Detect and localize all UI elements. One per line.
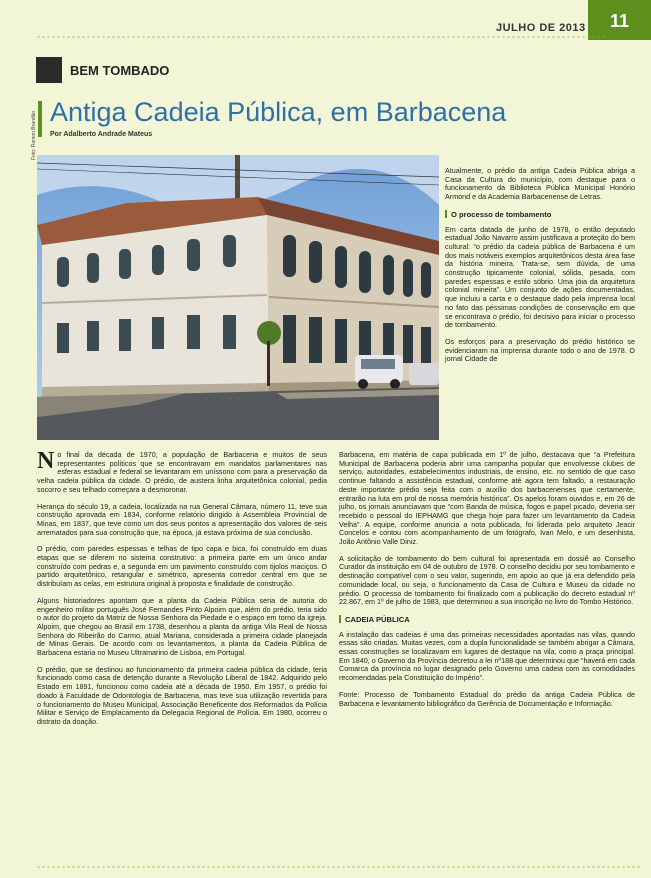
paragraph: Alguns historiadores apontam que a planta da Cadeia Pública seria de autoria do engenheiro militar português José Fernandes Pinto Alpoim que, além do prédio, teria sido o autor do projeto da Matriz de Nossa Senhora da Piedade e o espaço em torno da igreja. Alpoim, que chegou ao Brasil em 1738, desenhou a planta da antiga Vila Real de Nossa Senhora do Ribeirão do Carmo, atual Mariana, considerada a primeira cidade planejada de Minas Gerais. De acordo com os levantamentos, a planta da Cadeia Pública de Barbacena estaria no Museu Ultramarino de Lisboa, em Portugal. [37,595,327,658]
paragraph: O prédio, com paredes espessas e telhas de tipo capa e bica, foi construído em duas etapas que se diferem no sistema construtivo: a primeira parte em um único andar construído com pedras e, a segunda em um pavimento construído com tijolos maciços. O partido arquitetônico, retangular e simétrico, apresenta corredor central em que se distribuíam as celas, em estrutura original à proposta e finalidade de construção. [37,544,327,589]
page-number: 11 [588,0,651,40]
section-marker [36,57,62,83]
source-note: Fonte: Processo de Tombamento Estadual do prédio da antiga Cadeia Pública de Barbacena e levantamento bibliográfico da Gerência de Documentação e Informação. [339,689,635,708]
lead-text: o final da década de 1970, a população de Barbacena e muitos de seus representantes políticos que se encontravam em mandatos parlamentares nas esferas estadual e federal se levantaram em uníssono com para a preservação da velha cadeia pública da cidade. O prédio, de austera linha arquitetônica colonial, pedia socorro e seu telhado começara a desmoronar. [37,450,327,494]
issue-date: JULHO DE 2013 [496,22,586,34]
left-column [37,448,327,735]
section-label [36,57,169,83]
title-accent-bar [38,101,42,137]
subhead-bar [339,615,341,623]
subhead-cadeia [339,615,635,625]
drop-cap: N [37,448,55,474]
lead-paragraph [37,448,327,495]
subhead-bar [445,210,447,218]
right-column-top [445,167,635,364]
subhead-label: O processo de tombamento [451,209,552,219]
footer-dotted-rule [36,866,641,868]
section-title: BEM TOMBADO [70,62,170,78]
right-column-bottom [339,451,635,716]
subhead-label: CADEIA PÚBLICA [345,614,410,624]
building-photo [37,155,439,440]
header-dotted-rule [36,36,607,38]
article-title: Antiga Cadeia Pública, em Barbacena [50,97,507,127]
paragraph: O prédio, que se destinou ao funcionamento da primeira cadeia pública da cidade, teria funcionado como casa de detenção durante a Revolução Liberal de 1842. Adquirido pelo Estado em 1891, funcionou como cadeia até a década de 1950. Em 1957, o prédio foi doado à Faculdade de Odontologia de Barbacena, mas teve sua utilização revertida para o funcionamento do Museu Municipal, Associação Beneficente dos Reformados da Polícia Militar e Serviço de Emplacamento da Delegacia Regional de Polícia. Em 1980, ocorreu o distrato da doação. [37,664,327,726]
photo-credit: Foto: Ramon Brandão [31,110,37,160]
article-byline: Por Adalberto Andrade Mateus [50,131,153,138]
paragraph: Barbacena, em matéria de capa publicada em 1º de julho, destacava que “a Prefeitura Municipal de Barbacena poderia abrir uma campanha popular que envolvesse clubes de serviço, autoridades, estabelecimentos industriais, de ensino, etc. no sentido de que caso continue faltando a assistência estadual, conforme até agora tem faltado, a restauração deste importante prédio seja feita com o auxílio dos barbacenenses que certamente, entrarão na luta em prol de nossa memória histórica”. Os apelos foram ouvidos e, em 26 de julho, os jornais anunciavam que “com Banda de música, fogos e papel picado, deveria ser recebido o pessoal do IEPHAMG que chega hoje para fazer um levantamento da Cadeia Velha”. A equipe, conforme anuncia a nota publicada, foi liderada pelo arquiteto Jeacir Concelos e contou com acompanhamento de um fotógrafo, Ivan Melo, e um desenhista, João Antônio Valle Diniz. [339,450,635,547]
paragraph: Atualmente, o prédio da antiga Cadeia Pública abriga a Casa da Cultura do município, com destaque para o funcionamento da Biblioteca Pública Municipal Honório Armond e da Academia Barbacenense de Letras. [445,166,635,202]
paragraph: A instalação das cadeias é uma das primeiras necessidades apontadas nas vilas, quando essas são criadas. Muitas vezes, com a dupla funcionalidade se também abrigar a Câmara, essas construções se localizavam em lugares de destaque na vila, como a praça principal. Em 1840, o Governo da Província decretou a lei nº188 que determinou que “haverá em cada Comarca da província no lugar designado pelo Governo uma cadeia com as comodidades recomendadas pela Constituição do Império”. [339,629,635,683]
subhead-tombamento [445,210,635,220]
paragraph: Os esforços para a preservação do prédio histórico se evidenciaram na imprensa durante todo o ano de 1978. O jornal Cidade de [445,336,635,364]
paragraph: Em carta datada de junho de 1978, o então deputado estadual João Navarro assim justificava a proteção do bem cultural: “o prédio da cadeia pública de Barbacena é um dos mais notáveis exemplos arquitetônicos desta área fase da história mineira. Trata-se, sem dúvida, de uma construção tipicamente colonial, sólida, pesada, com paredes espessas e estilo sóbrio. Uma jóia da arquitetura colonial mineira”. Um conjunto de ações documentadas, que incluiu a carta e o destaque dado pela imprensa local no fato das péssimas condições de conservação em que se encontrava o prédio, foi decisivo para iniciar o processo de tombamento. [445,224,635,330]
paragraph: A solicitação de tombamento do bem cultural foi apresentada em dossiê ao Conselho Curador da instituição em 04 de outubro de 1978. O conselho decidiu por seu tombamento e destinação compatível com o seu valor, sugerindo, em apoio ao que já era defendido pela comunidade local, ou seja, o funcionamento da Casa de Cultura e Museu da cidade no prédio. O processo de tombamento foi finalizado com a publicação do decreto estadual nº 22.867, em 1º de julho de 1983, que determinou a sua inscrição no livro do Tombo Histórico. [339,553,635,607]
paragraph: Herança do século 19, a cadeia, localizada na rua General Câmara, número 11, teve sua construção aprovada em 1834, conforme relatório dirigido à Assembleia Provincial de Minas, em 1837, que teve como um dos seus pontos a apresentação dos valores de seis arrematados para sua construção que, na época, já estava próxima de sua conclusão. [37,501,327,537]
